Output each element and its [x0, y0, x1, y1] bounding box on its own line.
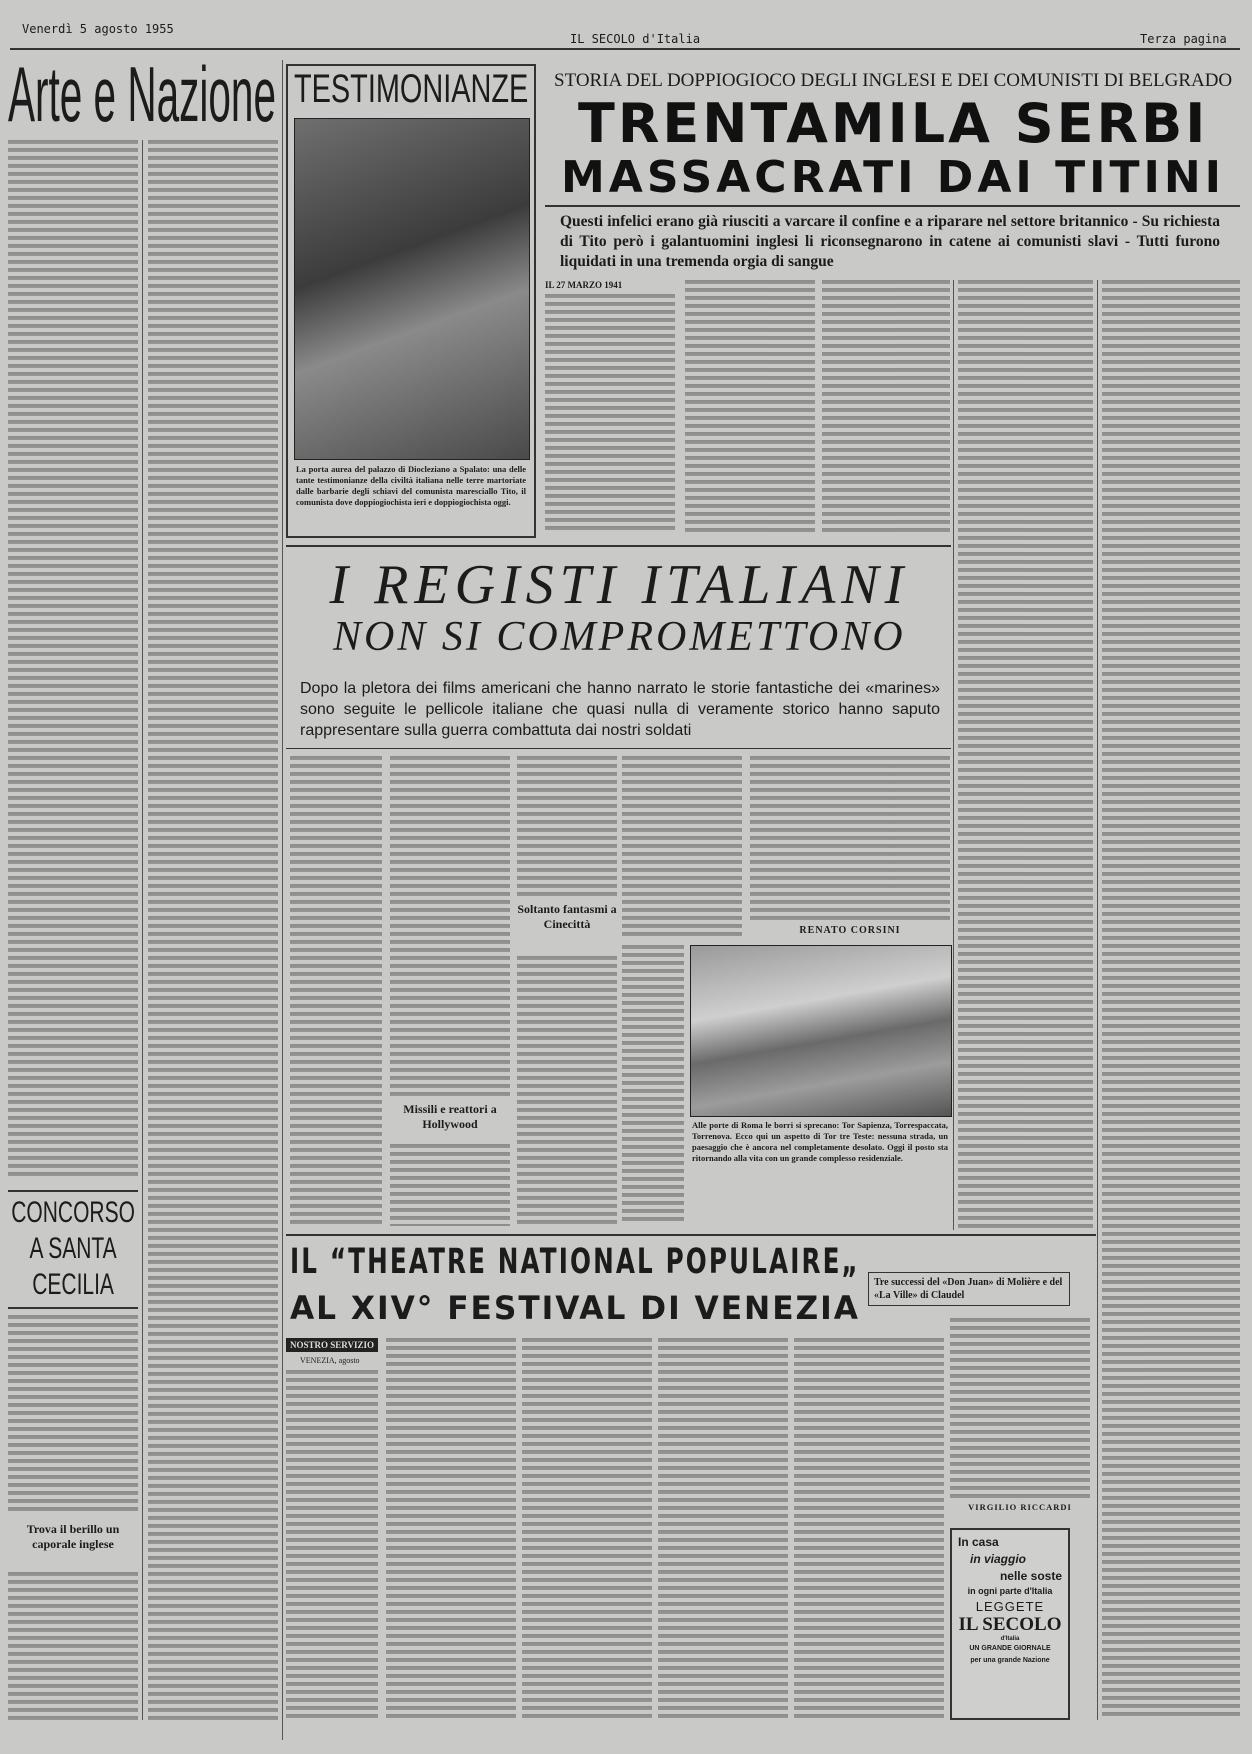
- theatre-headline-1: IL “THEATRE NATIONAL POPULAIRE„: [290, 1242, 860, 1282]
- registi-subhead-hollywood: Missili e reattori a Hollywood: [403, 1102, 497, 1131]
- registi-headline-1: I REGISTI ITALIANI: [329, 554, 910, 616]
- registi-photo-caption: Alle porte di Roma le borri si sprecano: Tor Sapienza, Torrespaccata, Torrenova. Ecco qui un aspetto di Tor tre Teste: nessuna strada, un paesaggio che è ancora nel completamente desolato. Oggi il posto sta ritornando alla vita con un grande complesso residenziale.: [692, 1120, 948, 1163]
- serbi-text-col1: [545, 294, 675, 532]
- page-label: Terza pagina: [1140, 32, 1227, 46]
- serbi-lead: IL 27 MARZO 1941: [545, 280, 623, 290]
- ad-line-6: UN GRANDE GIORNALE: [969, 1645, 1051, 1652]
- serbi-kicker: STORIA DEL DOPPIOGIOCO DEGLI INGLESI E DEI COMUNISTI DI BELGRADO: [554, 70, 1233, 91]
- article-text-left-col2: [148, 140, 278, 1720]
- testimonianze-label: TESTIMONIANZE: [294, 67, 529, 111]
- registi-text-col2: [390, 756, 510, 1096]
- ad-brand-sub: d'Italia: [1000, 1636, 1020, 1642]
- serbi-deck: Questi infelici erano già riusciti a varcare il confine e a riparare nel settore britannico - Su richiesta di Tito però i galantuomini inglesi li riconsegnarono in catene ai comunisti slavi - Tutti furono liquidati in una tremenda orgia di sangue: [560, 213, 1220, 270]
- registi-text-col5: [750, 756, 950, 921]
- theatre-text-col5: [794, 1338, 944, 1720]
- registi-headline-2: NON SI COMPROMETTONO: [333, 614, 906, 660]
- testimonianze-caption: La porta aurea del palazzo di Diocleziano a Spalato: una delle tante testimonianze della civiltà italiana nelle terre martoriate dalle barbarie degli schiavi del comunista maresciallo Tito, il comunista dove doppiogiochista ieri e doppiogiochista oggi.: [296, 464, 526, 507]
- registi-deck: Dopo la pletora dei films americani che hanno narrato le storie fantastiche dei «marines» sono seguite le pellicole italiane che quasi nulla di veramente storico hanno saputo rappresentare sulla guerra combattuta dai nostri soldati: [300, 680, 940, 739]
- registi-rule: [286, 748, 951, 749]
- berillo-text: [8, 1572, 138, 1722]
- serbi-headline-2: MASSACRATI DAI TITINI: [561, 152, 1226, 203]
- registi-byline: RENATO CORSINI: [799, 925, 901, 936]
- ad-line-7: per una grande Nazione: [970, 1657, 1050, 1664]
- serbi-text-col5: [1102, 280, 1240, 1720]
- registi-text-col3b: [517, 956, 617, 1226]
- section-title: Arte e Nazione: [8, 50, 276, 138]
- registi-text-col4: [622, 756, 742, 936]
- article-text-left-col1: [8, 140, 138, 1180]
- registi-text-col1: [290, 756, 382, 1226]
- photo-porta-aurea: [294, 118, 530, 460]
- section-rule: [286, 545, 951, 547]
- issue-date: Venerdì 5 agosto 1955: [22, 22, 174, 36]
- il-secolo-ad: [950, 1528, 1070, 1720]
- column-divider: [142, 140, 143, 1720]
- theatre-dateline: VENEZIA, agosto: [300, 1356, 360, 1365]
- column-divider: [953, 280, 954, 1230]
- serbi-text-col3: [822, 280, 950, 532]
- concorso-text: [8, 1315, 138, 1515]
- registi-text-col3: [517, 756, 617, 896]
- theatre-text-col3: [522, 1338, 652, 1720]
- testimonianze-box: [286, 64, 536, 538]
- berillo-title: Trova il berillo un caporale inglese: [26, 1522, 120, 1551]
- theatre-text-col2: [386, 1338, 516, 1720]
- serbi-headline-1: TRENTAMILA SERBI: [578, 92, 1209, 155]
- registi-subhead-cinecitta: Soltanto fantasmi a Cinecittà: [517, 902, 617, 931]
- serbi-text-col2: [685, 280, 815, 532]
- column-divider: [282, 60, 283, 1740]
- ad-line-4: in ogni parte d'Italia: [967, 1586, 1053, 1596]
- theatre-text-col1: [286, 1370, 378, 1720]
- nostro-servizio-label: NOSTRO SERVIZIO: [286, 1338, 378, 1352]
- concorso-title: CONCORSO A SANTA CECILIA: [11, 1196, 135, 1301]
- section-rule: [286, 1234, 1096, 1236]
- theatre-byline: VIRGILIO RICCARDI: [968, 1502, 1072, 1512]
- theatre-box: Tre successi del «Don Juan» di Molière e del «La Ville» di Claudel: [868, 1272, 1070, 1306]
- paper-name: IL SECOLO d'Italia: [570, 32, 701, 46]
- ad-brand: IL SECOLO: [958, 1614, 1062, 1635]
- registi-text-col4b: [622, 945, 684, 1225]
- ad-line-3: nelle soste: [999, 1569, 1062, 1583]
- column-divider: [1097, 280, 1098, 1720]
- theatre-headline-2: AL XIV° FESTIVAL DI VENEZIA: [290, 1289, 860, 1327]
- ad-line-5: LEGGETE: [975, 1599, 1045, 1614]
- theatre-text-col6: [950, 1318, 1090, 1498]
- serbi-text-col4: [958, 280, 1093, 1230]
- serbi-rule: [545, 205, 1240, 207]
- theatre-text-col4: [658, 1338, 788, 1720]
- photo-tor-tre-teste: [690, 945, 952, 1117]
- registi-text-col2b: [390, 1144, 510, 1226]
- ad-line-2: in viaggio: [970, 1552, 1027, 1566]
- ad-line-1: In casa: [958, 1535, 999, 1549]
- concorso-box: [8, 1190, 138, 1309]
